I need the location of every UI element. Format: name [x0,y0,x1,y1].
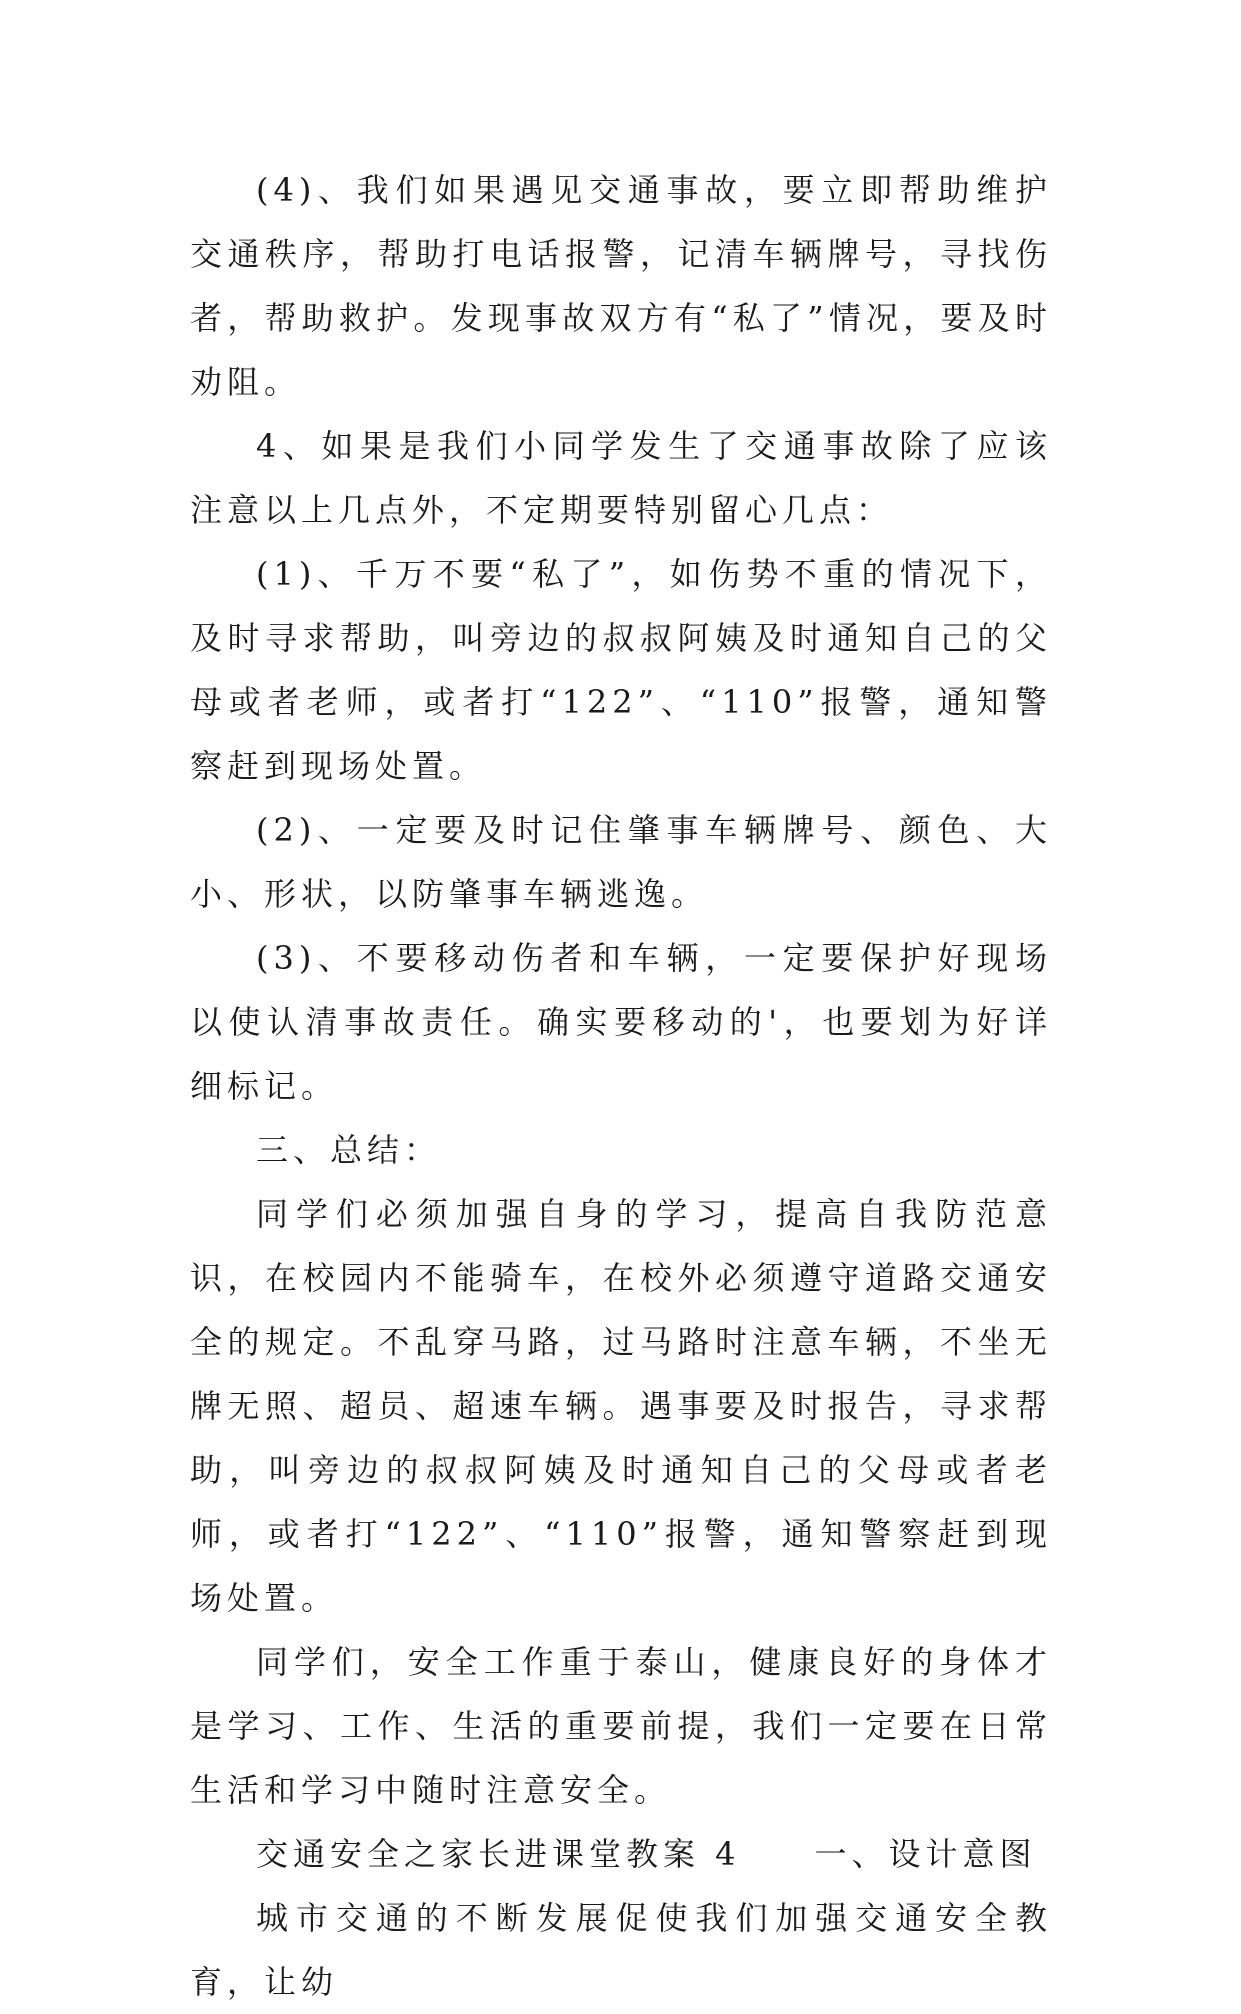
paragraph-summary: 同学们必须加强自身的学习，提高自我防范意识，在校园内不能骑车，在校外必须遵守道路交通安全的规定。不乱穿马路，过马路时注意车辆，不坐无牌无照、超员、超速车辆。遇事要及时报告，寻求帮助，叫旁边的叔叔阿姨及时通知自己的父母或者老师，或者打“122”、“110”报警，通知警察赶到现场处置。 [190,1195,1052,1617]
paragraph-point-4: 4、如果是我们小同学发生了交通事故除了应该注意以上几点外，不定期要特别留心几点： [190,427,1052,529]
paragraph-item-2: (2)、一定要及时记住肇事车辆牌号、颜色、大小、形状，以防肇事车辆逃逸。 [190,811,1052,913]
paragraph-accident-help: (4)、我们如果遇见交通事故，要立即帮助维护交通秩序，帮助打电话报警，记清车辆牌号，寻找伤者，帮助救护。发现事故双方有“私了”情况，要及时劝阻。 [190,171,1052,401]
paragraph-item-1: (1)、千万不要“私了”，如伤势不重的情况下，及时寻求帮助，叫旁边的叔叔阿姨及时通知自己的父母或者老师，或者打“122”、“110”报警，通知警察赶到现场处置。 [190,555,1052,785]
paragraph-conclusion: 同学们，安全工作重于泰山，健康良好的身体才是学习、工作、生活的重要前提，我们一定要在日常生活和学习中随时注意安全。 [190,1643,1052,1809]
document-body [190,158,1052,2014]
paragraph-item-3: (3)、不要移动伤者和车辆，一定要保护好现场以使认清事故责任。确实要移动的'，也要划为好详细标记。 [190,939,1052,1105]
paragraph-design-intent: 城市交通的不断发展促使我们加强交通安全教育，让幼 [190,1899,1052,2001]
lesson-plan-heading: 交通安全之家长进课堂教案 4 一、设计意图 [256,1835,1037,1873]
section-heading-summary: 三、总结： [256,1131,442,1169]
